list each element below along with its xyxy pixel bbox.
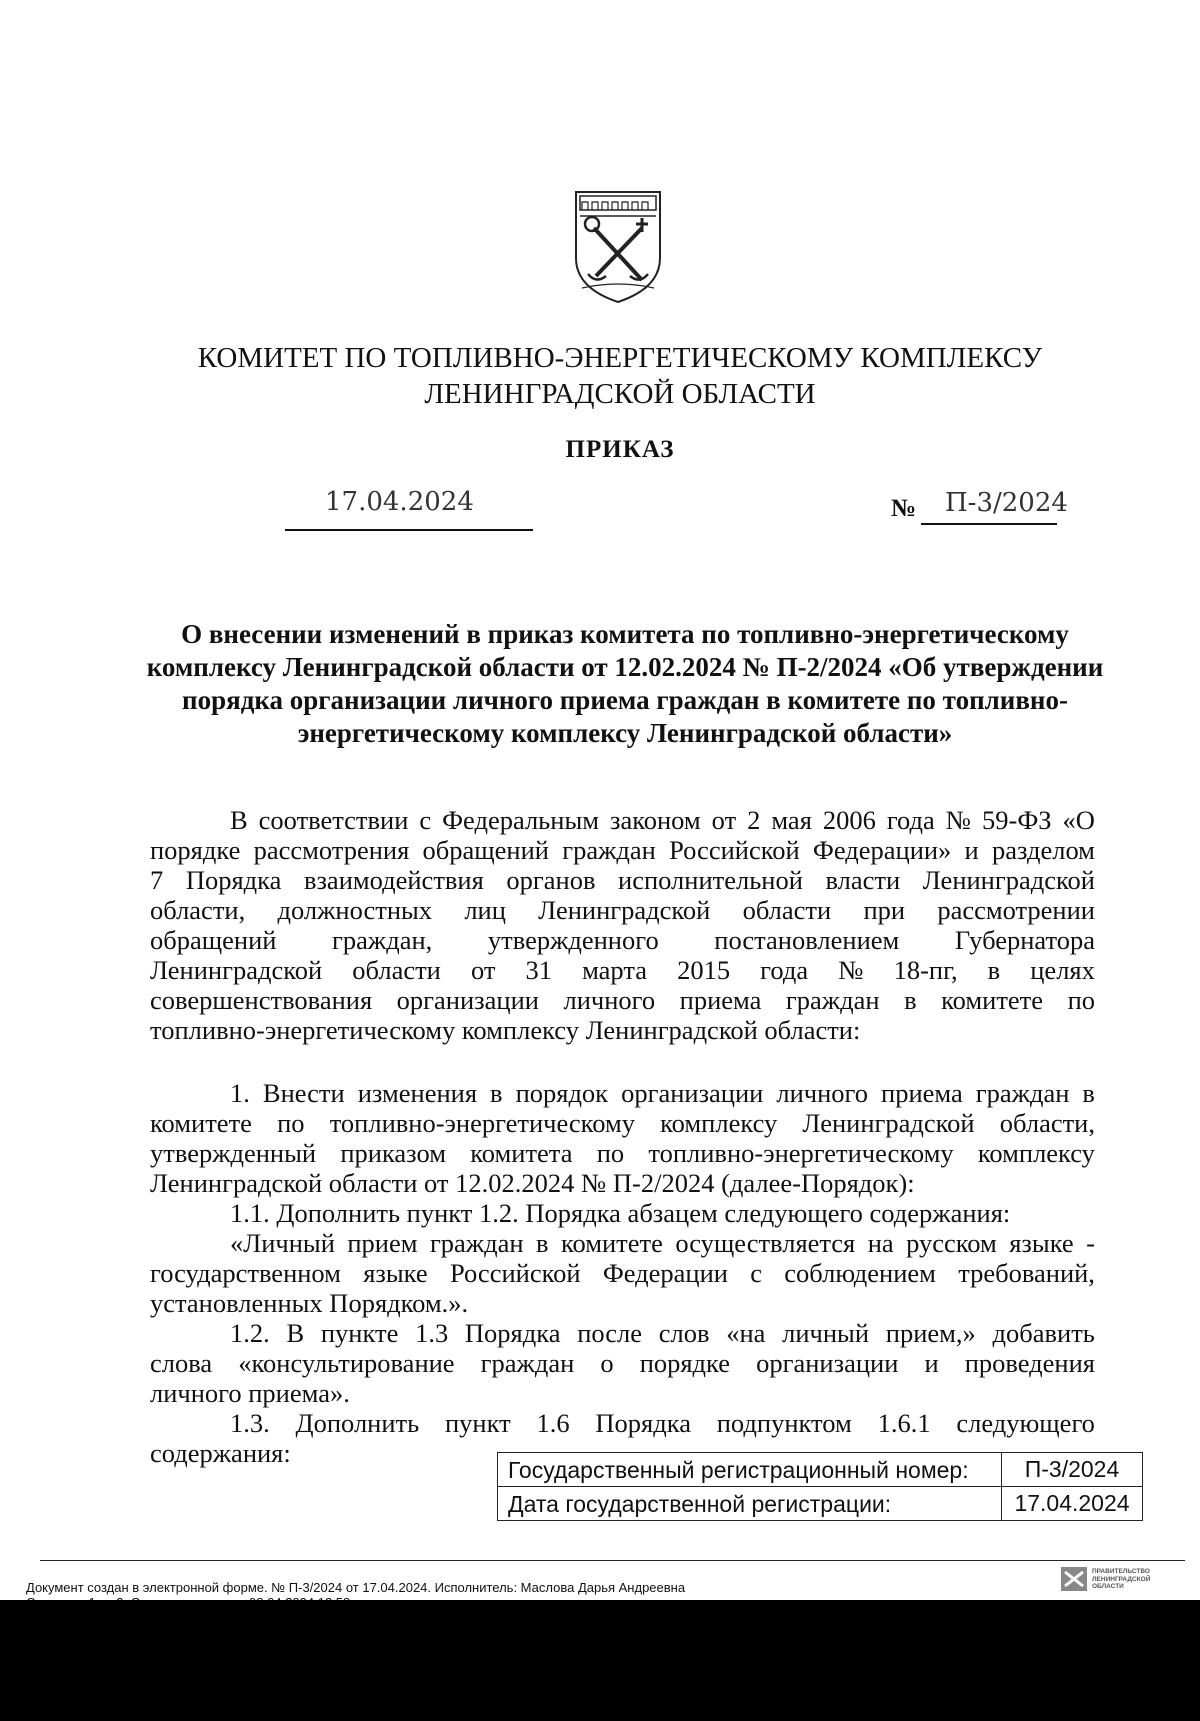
text-line: совершенствования организации личного приема граждан в комитете по [150, 985, 1095, 1015]
footer-divider [40, 1560, 1185, 1561]
text-line: Ленинградской области от 31 марта 2015 года № 18-пг, в целях [150, 955, 1095, 985]
title-line: порядка организации личного приема граждан в комитете по топливно- [182, 685, 1068, 715]
registration-number-label: Государственный регистрационный номер: [498, 1453, 1002, 1487]
footer-line-1: Документ создан в электронной форме. № П-3/2024 от 17.04.2024. Исполнитель: Маслова Дарья Андреевна [26, 1580, 686, 1595]
body-paragraphs [150, 1078, 1095, 1468]
text-line: личного приема». [150, 1378, 350, 1408]
text-line: области, должностных лиц Ленинградской области при рассмотрении [150, 895, 1095, 925]
text-line: установленных Порядком.». [150, 1288, 469, 1318]
scan-bottom-border [0, 1600, 1200, 1721]
coat-of-arms-icon [572, 188, 664, 306]
text-line: утвержденный приказом комитета по топливно-энергетическому комплексу [150, 1138, 1095, 1168]
order-date: 17.04.2024 [325, 487, 474, 517]
registration-number-value: П-3/2024 [1002, 1453, 1143, 1487]
organization-name [140, 340, 1100, 412]
organization-line-2: ЛЕНИНГРАДСКОЙ ОБЛАСТИ [424, 378, 816, 410]
government-logo-text [1092, 1568, 1150, 1591]
title-line: О внесении изменений в приказ комитета по топливно-энергетическому [181, 619, 1069, 649]
table-row [498, 1453, 1143, 1487]
text-line: 1.3. Дополнить пункт 1.6 Порядка подпунктом 1.6.1 следующего [230, 1408, 1095, 1438]
text-line: слова «консультирование граждан о порядке организации и проведения [150, 1348, 1095, 1378]
government-logo [1060, 1566, 1180, 1600]
text-line: Ленинградской области от 12.02.2024 № П-2/2024 (далее-Порядок): [150, 1168, 915, 1198]
text-line: «Личный прием граждан в комитете осуществляется на русском языке - [230, 1228, 1095, 1258]
order-number: П-3/2024 [945, 488, 1068, 518]
text-line: В соответствии с Федеральным законом от 2 мая 2006 года № 59-ФЗ «О [230, 805, 1095, 835]
text-line: 1. Внести изменения в порядок организации личного приема граждан в [230, 1078, 1095, 1108]
table-row [498, 1487, 1143, 1521]
text-line: 1.2. В пункте 1.3 Порядка после слов «на личный прием,» добавить [230, 1318, 1095, 1348]
text-line: комитете по топливно-энергетическому комплексу Ленинградской области, [150, 1108, 1095, 1138]
order-title [130, 618, 1120, 750]
text-line: содержания: [150, 1438, 291, 1468]
number-sign: № [891, 495, 917, 522]
text-line: топливно-энергетическому комплексу Ленинградской области: [150, 1015, 861, 1045]
text-line: обращений граждан, утвержденного постановлением Губернатора [150, 925, 1095, 955]
title-line: энергетическому комплексу Ленинградской области» [297, 718, 953, 748]
registration-table [497, 1452, 1143, 1521]
text-line: 1.1. Дополнить пункт 1.2. Порядка абзацем следующего содержания: [230, 1198, 1011, 1228]
logo-text-line: ОБЛАСТИ [1092, 1583, 1124, 1590]
document-type: ПРИКАЗ [565, 436, 675, 463]
title-line: комплексу Ленинградской области от 12.02.2024 № П-2/2024 «Об утверждении [146, 652, 1104, 682]
date-underline [285, 529, 533, 531]
text-line: государственном языке Российской Федерации с соблюдением требований, [150, 1258, 1095, 1288]
text-line: 7 Порядка взаимодействия органов исполнительной власти Ленинградской [150, 865, 1095, 895]
logo-text-line: ПРАВИТЕЛЬСТВО [1092, 1568, 1150, 1575]
preamble-paragraph [150, 805, 1095, 1045]
text-line: порядке рассмотрения обращений граждан Российской Федерации» и разделом [150, 835, 1095, 865]
registration-date-label: Дата государственной регистрации: [498, 1487, 1002, 1521]
logo-text-line: ЛЕНИНГРАДСКОЙ [1092, 1575, 1151, 1583]
number-underline [921, 523, 1057, 525]
government-emblem-icon [1060, 1566, 1088, 1592]
organization-line-1: КОМИТЕТ ПО ТОПЛИВНО-ЭНЕРГЕТИЧЕСКОМУ КОМПЛЕКСУ [197, 342, 1043, 374]
registration-date-value: 17.04.2024 [1002, 1487, 1143, 1521]
